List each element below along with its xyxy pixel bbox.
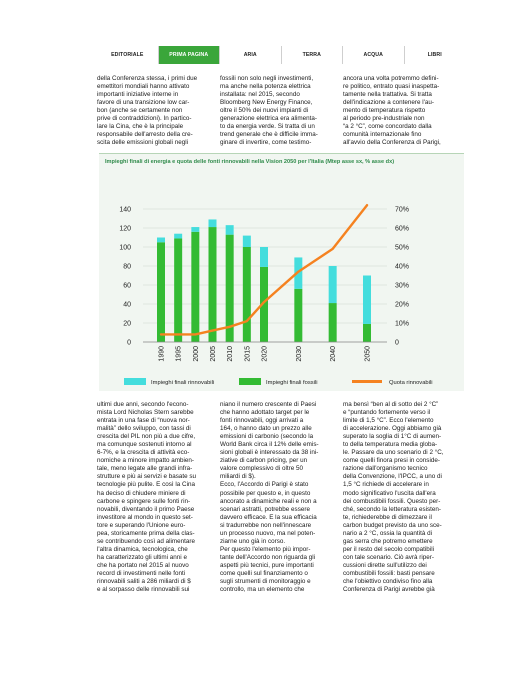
bar-renewable	[191, 227, 199, 232]
text-line: malità” dello sviluppo, con tassi di	[97, 425, 191, 433]
top-column-2	[220, 75, 337, 147]
text-line: ché, secondo la letteratura esisten-	[343, 505, 442, 513]
text-line: to da energia verde. Si tratta di un	[220, 123, 315, 131]
text-line: gas serra che potremo emettere	[343, 537, 433, 545]
bar-renewable	[157, 238, 165, 243]
text-line: e “puntando fortemente verso il	[343, 409, 431, 417]
text-line: della Conferenza stessa, i primi due	[97, 75, 198, 82]
bar-fossil	[243, 247, 251, 342]
text-line: all'avvio della Conferenza di Parigi,	[343, 139, 441, 147]
bar-renewable	[260, 247, 268, 267]
text-line: se contribuendo così ad alimentare	[97, 537, 196, 545]
left-axis-tick-label: 140	[119, 206, 131, 214]
right-axis-tick-label: 60%	[395, 225, 410, 233]
text-line: come quelli finora presi in conside-	[343, 457, 440, 465]
text-line: responsabile dell'arresto della cre-	[97, 131, 193, 139]
text-line: possibile per questo e, in questo	[220, 489, 311, 497]
text-line: modo significativo l'uscita dall'era	[343, 489, 436, 497]
left-axis-tick-label: 20	[123, 320, 131, 328]
text-line: sugli strumenti di monitoraggio e	[220, 578, 311, 586]
bar-renewable	[226, 225, 234, 235]
text-line: World Bank circa il 12% delle emis-	[220, 441, 319, 449]
text-line: controllo, ma un elemento che	[220, 586, 305, 594]
bar-fossil	[191, 232, 199, 342]
chart-title: Impieghi finali di energia e quota delle fonti rinnovabili nella Vision 2050 per l'Italia (Mtep asse sx, % asse dx)	[105, 159, 395, 165]
text-line: pea, storicamente prima della clas-	[97, 529, 195, 537]
text-line: oltre il 50% dei nuovi impianti di	[220, 107, 309, 115]
text-line: Ecco, l'Accordo di Parigi è stato	[220, 481, 309, 489]
nav-item-editoriale[interactable]: EDITORIALE	[111, 52, 144, 58]
text-line: Conferenza di Parigi avrebbe già	[343, 586, 435, 594]
right-axis-tick-label: 30%	[395, 282, 410, 290]
text-line: 164, o hanno dato un prezzo alle	[220, 425, 312, 433]
nav-item-aria[interactable]: ARIA	[219, 46, 281, 64]
text-line: importanti iniziative interne in	[97, 91, 179, 99]
text-line: ancorato a dinamiche reali e non a	[220, 497, 317, 505]
text-line: fonti rinnovabili, oggi arrivati a	[220, 417, 304, 425]
text-line: prive di contraddizioni). In partico-	[97, 115, 192, 123]
x-axis-tick-label: 2005	[210, 346, 217, 362]
text-line: bon (anche se certamente non	[97, 107, 183, 115]
text-line: per il resto del secolo compatibili	[343, 545, 434, 553]
text-line: ziarne uno già in corso.	[220, 537, 286, 545]
bottom-column-3	[343, 401, 463, 594]
text-line: scenari astratti, potrebbe essere	[220, 505, 310, 513]
text-line: ha caratterizzato gli ultimi anni e	[97, 553, 187, 561]
text-line: ma anche nella potenza elettrica	[220, 83, 311, 91]
text-line: nario a 2 °C, ossia la quantità di	[343, 529, 432, 537]
legend-label-renewable: Impieghi finali rinnovabili	[151, 380, 215, 386]
chart-panel	[99, 153, 464, 391]
text-line: re politico, entrato quasi inaspetta-	[343, 83, 440, 91]
text-line: che ha portato nel 2015 al nuovo	[97, 561, 189, 569]
top-column-1	[97, 75, 214, 147]
text-line: Per questo l'elemento più impor-	[220, 545, 311, 553]
text-line: ancora una volta potremmo defini-	[343, 75, 439, 82]
text-line: si tradurrebbe non nell'innescare	[220, 521, 312, 529]
text-line: ziative di carbon pricing, per un	[220, 457, 308, 465]
bar-fossil	[363, 324, 371, 342]
nav-item-libri[interactable]: LIBRI	[404, 46, 466, 64]
text-line: limite di 1,5 °C”. Ecco l'elemento	[343, 417, 434, 425]
left-axis-tick-label: 80	[123, 263, 131, 271]
text-line: un processo nuovo, ma nel poten-	[220, 529, 316, 537]
bar-fossil	[174, 238, 182, 342]
text-line: novabili, diventando il primo Paese	[97, 505, 195, 513]
text-line: ultimi due anni, secondo l'econo-	[97, 401, 189, 408]
text-line: superato la soglia di 1°C di aumen-	[343, 433, 442, 441]
text-line: favore di una transizione low car-	[97, 99, 190, 107]
text-line: con tale scenario. Ciò avrà riper-	[343, 553, 434, 561]
text-line: carbone e spingere sulle fonti rin-	[97, 497, 191, 505]
x-axis-tick-label: 2015	[244, 346, 252, 362]
text-line: miliardi di $).	[220, 473, 256, 481]
text-line: l'altra dinamica, tecnologica, che	[97, 545, 188, 553]
chart-svg	[99, 154, 464, 391]
left-axis-tick-label: 60	[123, 282, 131, 290]
text-line: investitore al mondo in questo set-	[97, 513, 193, 521]
text-line: e al sorpasso delle rinnovabili sui	[97, 586, 190, 594]
bar-renewable	[209, 219, 217, 227]
text-line: strutture e più ai servizi e basate su	[97, 473, 197, 481]
x-axis-tick-label: 2000	[192, 346, 200, 362]
nav-item-terra[interactable]: TERRA	[281, 46, 343, 64]
text-line: razione dall'organismo tecnico	[343, 465, 428, 473]
text-line: tore e superando l'Unione euro-	[97, 521, 186, 529]
nav-item-acqua[interactable]: ACQUA	[342, 46, 404, 64]
text-line: dell'indicazione a contenere l'au-	[343, 99, 434, 107]
text-line: cussioni dirette sull'utilizzo dei	[343, 561, 427, 569]
right-axis-tick-label: 40%	[395, 263, 410, 271]
text-line: trend generale che è difficile imma-	[220, 131, 318, 139]
text-line: crescita del PIL non più a due cifre,	[97, 433, 196, 441]
right-axis-tick-label: 50%	[395, 244, 410, 252]
legend-label-fossil: Impieghi finali fossili	[266, 380, 318, 386]
left-axis-tick-label: 40	[123, 301, 131, 309]
text-line: niano il numero crescente di Paesi	[220, 401, 317, 408]
text-line: ma bensì “ben al di sotto dei 2 °C”	[343, 401, 439, 408]
text-line: nomiche a minore impatto ambien-	[97, 457, 194, 465]
text-line: comunità internazionale fino	[343, 131, 422, 139]
text-line: rinnovabili saliti a 286 miliardi di $	[97, 578, 191, 586]
top-navigation	[97, 46, 465, 64]
text-line: entrata in una fase di “nuova nor-	[97, 417, 190, 425]
bar-fossil	[157, 242, 165, 342]
right-axis-tick-label: 20%	[395, 301, 410, 309]
x-axis-tick-label: 2050	[364, 346, 372, 362]
text-line: tecnologie più pulite. E così la Cina	[97, 481, 196, 489]
x-axis-tick-label: 1990	[158, 346, 166, 362]
text-line: fossili non solo negli investimenti,	[220, 75, 314, 82]
text-line: al periodo pre-industriale non	[343, 115, 425, 123]
text-line: della Convenzione, l'IPCC, a uno di	[343, 473, 442, 481]
legend-swatch-fossil	[239, 378, 261, 385]
text-line: emissioni di carbonio (secondo la	[220, 433, 314, 441]
text-line: lare la Cina, che è la principale	[97, 123, 184, 131]
x-axis-tick-label: 2030	[295, 346, 303, 362]
bar-fossil	[294, 289, 302, 342]
text-line: installata: nel 2015, secondo	[220, 91, 300, 99]
bar-renewable	[329, 266, 337, 303]
text-line: to della temperatura media globa-	[343, 441, 438, 449]
text-line: te, richiederebbe di dimezzare il	[343, 513, 432, 521]
text-line: combustibili fossili: basti pensare	[343, 569, 435, 577]
legend-label-share: Quota rinnovabili	[389, 380, 433, 386]
left-axis-tick-label: 120	[119, 225, 131, 233]
text-line: generazione elettrica era alimenta-	[220, 115, 317, 123]
text-line: come quelli sul finanziamento o	[220, 569, 308, 577]
text-line: valore complessivo di oltre 50	[220, 465, 303, 473]
text-line: “a 2 °C”, come concordato dalla	[343, 123, 432, 131]
text-line: davvero efficace. E la sua efficacia	[220, 513, 317, 521]
x-axis-tick-label: 1995	[175, 346, 183, 362]
text-line: ginare di invertire, come testimo-	[220, 139, 312, 147]
text-line: emettitori mondiali hanno attivato	[97, 83, 190, 91]
text-line: che hanno adottato target per le	[220, 409, 310, 417]
bottom-column-2	[220, 401, 337, 594]
text-line: carbon budget previsto da uno sce-	[343, 521, 442, 529]
text-line: aspetti più tecnici, pure importanti	[220, 561, 314, 569]
bar-renewable	[174, 234, 182, 239]
left-axis-tick-label: 100	[119, 244, 131, 252]
text-line: tale, meno legate alle grandi infra-	[97, 465, 193, 473]
text-line: di accelerazione. Oggi abbiamo già	[343, 425, 442, 433]
text-line: 6-7%, e la crescita di attività eco-	[97, 449, 190, 457]
top-column-3	[343, 75, 463, 147]
text-line: ma comunque sostenuti intorno al	[97, 441, 192, 449]
text-line: tante dell'Accordo non riguarda gli	[220, 553, 316, 561]
text-line: che l'obiettivo condiviso fino alla	[343, 578, 433, 586]
text-line: mista Lord Nicholas Stern sarebbe	[97, 409, 194, 417]
text-line: Bloomberg New Energy Finance,	[220, 99, 313, 107]
text-line: tamente nella trattativa. Si tratta	[343, 91, 432, 99]
bar-renewable	[243, 236, 251, 247]
text-line: sioni globali è interessato da 38 ini-	[220, 449, 319, 457]
x-axis-tick-label: 2040	[330, 346, 338, 362]
nav-item-prima-pagina[interactable]: PRIMA PAGINA	[158, 46, 220, 64]
x-axis-tick-label: 2010	[227, 346, 235, 362]
legend-swatch-renewable	[124, 378, 146, 385]
text-line: dei combustibili fossili. Questo per-	[343, 497, 441, 505]
text-line: record di investimenti nelle fonti	[97, 569, 186, 577]
x-axis-tick-label: 2020	[261, 346, 269, 362]
text-line: le. Passare da uno scenario di 2 °C,	[343, 449, 444, 457]
text-line: scita delle emissioni globali negli	[97, 139, 189, 147]
bar-renewable	[363, 276, 371, 324]
text-line: ha deciso di chiudere miniere di	[97, 489, 186, 497]
text-line: mento di temperatura rispetto	[343, 107, 426, 115]
bottom-column-1	[97, 401, 214, 594]
right-axis-tick-label: 10%	[395, 320, 410, 328]
bar-fossil	[329, 303, 337, 342]
text-line: 1,5 °C richiede di accelerare in	[343, 481, 429, 489]
right-axis-tick-label: 0	[395, 339, 399, 347]
left-axis-tick-label: 0	[127, 339, 131, 347]
right-axis-tick-label: 70%	[395, 206, 410, 214]
bar-fossil	[209, 227, 217, 342]
